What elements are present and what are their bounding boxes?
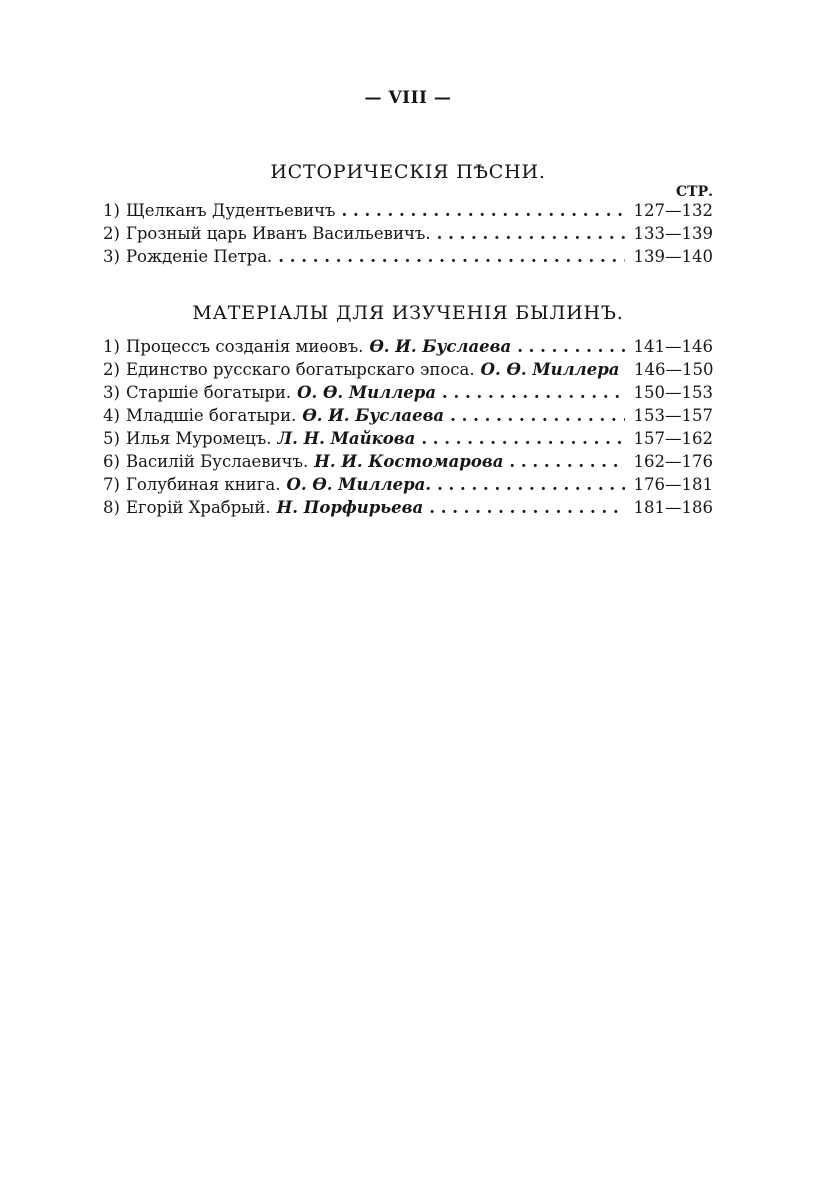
toc-entry	[103, 381, 713, 404]
section-bylina-materials	[103, 301, 713, 519]
entry-author: Н. Порфирьева	[276, 498, 424, 517]
dot-leader	[278, 245, 625, 268]
entry-number: 3)	[103, 383, 120, 402]
dot-leader	[437, 222, 625, 245]
page-number: — VIII —	[364, 88, 452, 108]
entry-number: 8)	[103, 498, 120, 517]
entry-pages: 141—146	[633, 337, 713, 356]
entry-author: Н. И. Костомарова	[314, 452, 504, 471]
entry-number: 3)	[103, 247, 120, 266]
entry-pages: 146—150	[633, 360, 714, 379]
entry-number: 6)	[103, 452, 120, 471]
entry-pages: 133—139	[633, 224, 713, 243]
entry-number: 2)	[103, 360, 120, 379]
toc-entry	[103, 335, 713, 358]
entry-pages: 150—153	[633, 383, 713, 402]
entry-author: О. Ѳ. Миллера	[297, 383, 437, 402]
entry-author: О. Ѳ. Миллера.	[286, 475, 432, 494]
toc-entry	[103, 222, 713, 245]
entry-title: Процессъ созданія миѳовъ.	[125, 337, 364, 356]
section-title: ИСТОРИЧЕСКІЯ ПѢСНИ.	[270, 161, 546, 183]
dot-leader	[517, 335, 625, 358]
entry-pages: 127—132	[633, 201, 713, 220]
toc-entry	[103, 358, 713, 381]
entry-pages: 157—162	[633, 429, 713, 448]
dot-leader	[429, 496, 625, 519]
entry-pages: 153—157	[633, 406, 713, 425]
entry-title: Илья Муромецъ.	[125, 429, 272, 448]
toc-entry	[103, 450, 713, 473]
dot-leader	[421, 427, 625, 450]
entry-number: 7)	[103, 475, 120, 494]
entry-author: Л. Н. Майкова	[277, 429, 416, 448]
entry-pages: 162—176	[633, 452, 713, 471]
toc-entry	[103, 245, 713, 268]
entry-pages: 139—140	[633, 247, 713, 266]
dot-leader	[442, 381, 625, 404]
section-historical-songs	[103, 160, 713, 268]
entry-title: Голубиная книга.	[125, 475, 281, 494]
toc-entry	[103, 427, 713, 450]
entry-number: 1)	[103, 337, 120, 356]
entry-title: Младшіе богатыри.	[125, 406, 297, 425]
toc-entry	[103, 199, 713, 222]
pages-column-header: СТР.	[676, 184, 713, 200]
dot-leader	[437, 473, 625, 496]
entry-title: Василій Буслаевичъ.	[125, 452, 309, 471]
entry-number: 2)	[103, 224, 120, 243]
entry-author: Ѳ. И. Буслаева	[369, 337, 512, 356]
entry-pages: 181—186	[633, 498, 713, 517]
toc-list	[103, 199, 713, 268]
toc-entry	[103, 404, 713, 427]
toc-list	[103, 335, 713, 519]
entry-number: 4)	[103, 406, 120, 425]
entry-title: Старшіе богатыри.	[125, 383, 292, 402]
toc-entry	[103, 496, 713, 519]
entry-pages: 176—181	[633, 475, 713, 494]
entry-number: 1)	[103, 201, 120, 220]
entry-title: Грозный царь Иванъ Васильевичъ.	[125, 224, 431, 243]
dot-leader	[342, 199, 625, 222]
entry-author: Ѳ. И. Буслаева	[302, 406, 445, 425]
section-title: МАТЕРІАЛЫ ДЛЯ ИЗУЧЕНІЯ БЫЛИНЪ.	[192, 302, 624, 324]
dot-leader	[450, 404, 625, 427]
entry-title: Единство русскаго богатырскаго эпоса.	[125, 360, 475, 379]
entry-number: 5)	[103, 429, 120, 448]
entry-author: О. Ѳ. Миллера	[480, 360, 620, 379]
toc-entry	[103, 473, 713, 496]
entry-title: Егорій Храбрый.	[125, 498, 271, 517]
dot-leader	[509, 450, 625, 473]
entry-title: Рожденіе Петра.	[125, 247, 273, 266]
entry-title: Щелканъ Дудентьевичъ	[125, 201, 336, 220]
